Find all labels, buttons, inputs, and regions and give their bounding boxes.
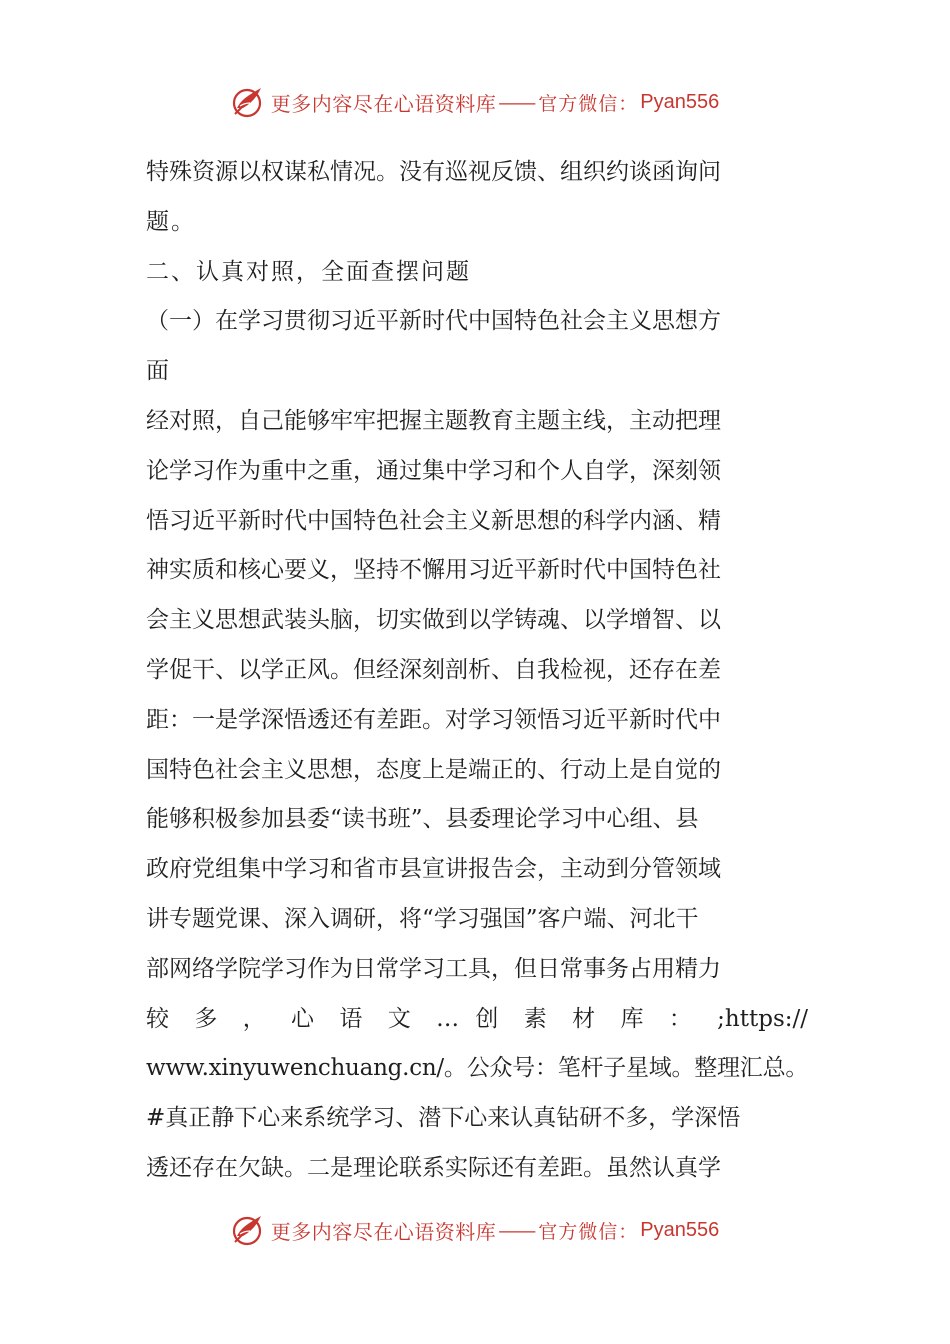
document-body <box>146 148 808 1194</box>
body-line: 国特色社会主义思想，态度上是端正的、行动上是自觉的 <box>146 756 721 783</box>
body-line: 特殊资源以权谋私情况。没有巡视反馈、组织约谈函询问 <box>146 159 721 185</box>
body-line: 距：一是学深悟透还有差距。对学习领悟习近平新时代中 <box>146 706 721 733</box>
body-line: 能够积极参加县委“读书班”、县委理论学习中心组、县 <box>146 806 699 833</box>
banner-dash: —— <box>498 1218 535 1242</box>
quill-logo-icon <box>231 1212 267 1248</box>
quill-logo-icon <box>231 84 267 120</box>
banner-wechat-id: Pyan556 <box>640 90 720 113</box>
body-line: 政府党组集中学习和省市县宣讲报告会，主动到分管领域 <box>146 856 721 883</box>
banner-wechat-id: Pyan556 <box>640 1218 720 1241</box>
banner-wechat-label: 官方微信： <box>538 1220 639 1243</box>
body-line: 神实质和核心要义，坚持不懈用习近平新时代中国特色社 <box>146 557 721 584</box>
body-line: 题。 <box>146 208 196 235</box>
body-line: 论学习作为重中之重，通过集中学习和个人自学，深刻领 <box>146 457 721 484</box>
body-line: 经对照，自己能够牢牢把握主题教育主题主线，主动把理 <box>146 407 721 434</box>
banner-dash: —— <box>498 90 535 114</box>
subsection-heading-cont: 面 <box>146 358 169 385</box>
banner-site-text: 更多内容尽在心语资料库 <box>270 1219 497 1244</box>
body-line: #真正静下心来系统学习、潜下心来认真钻研不多，学深悟 <box>146 1105 741 1132</box>
body-line: 学促干、以学正风。但经深刻剖析、自我检视，还存在差 <box>146 656 721 683</box>
subsection-heading: （一）在学习贯彻习近平新时代中国特色社会主义思想方 <box>146 308 721 335</box>
body-line: 悟习近平新时代中国特色社会主义新思想的科学内涵、精 <box>146 507 721 534</box>
body-line: 讲专题党课、深入调研，将“学习强国”客户端、河北干 <box>146 905 699 932</box>
footer-watermark-banner <box>0 1210 950 1250</box>
body-line-url: www.xinyuwenchuang.cn/。公众号：笔杆子星域。整理汇总。 <box>146 1055 809 1082</box>
body-line: 会主义思想武装头脑，切实做到以学铸魂、以学增智、以 <box>146 607 721 634</box>
body-line: 部网络学院学习作为日常学习工具，但日常事务占用精力 <box>146 955 721 982</box>
header-watermark-banner <box>0 82 950 122</box>
body-line-watermark-url: 较 多 ， 心 语 文 … 创 素 材 库 ： ;https:// <box>146 1005 808 1032</box>
banner-wechat-label: 官方微信： <box>538 92 639 115</box>
banner-site-text: 更多内容尽在心语资料库 <box>270 91 497 116</box>
body-line: 透还存在欠缺。二是理论联系实际还有差距。虽然认真学 <box>146 1154 721 1181</box>
section-heading: 二、认真对照，全面查摆问题 <box>146 258 471 285</box>
